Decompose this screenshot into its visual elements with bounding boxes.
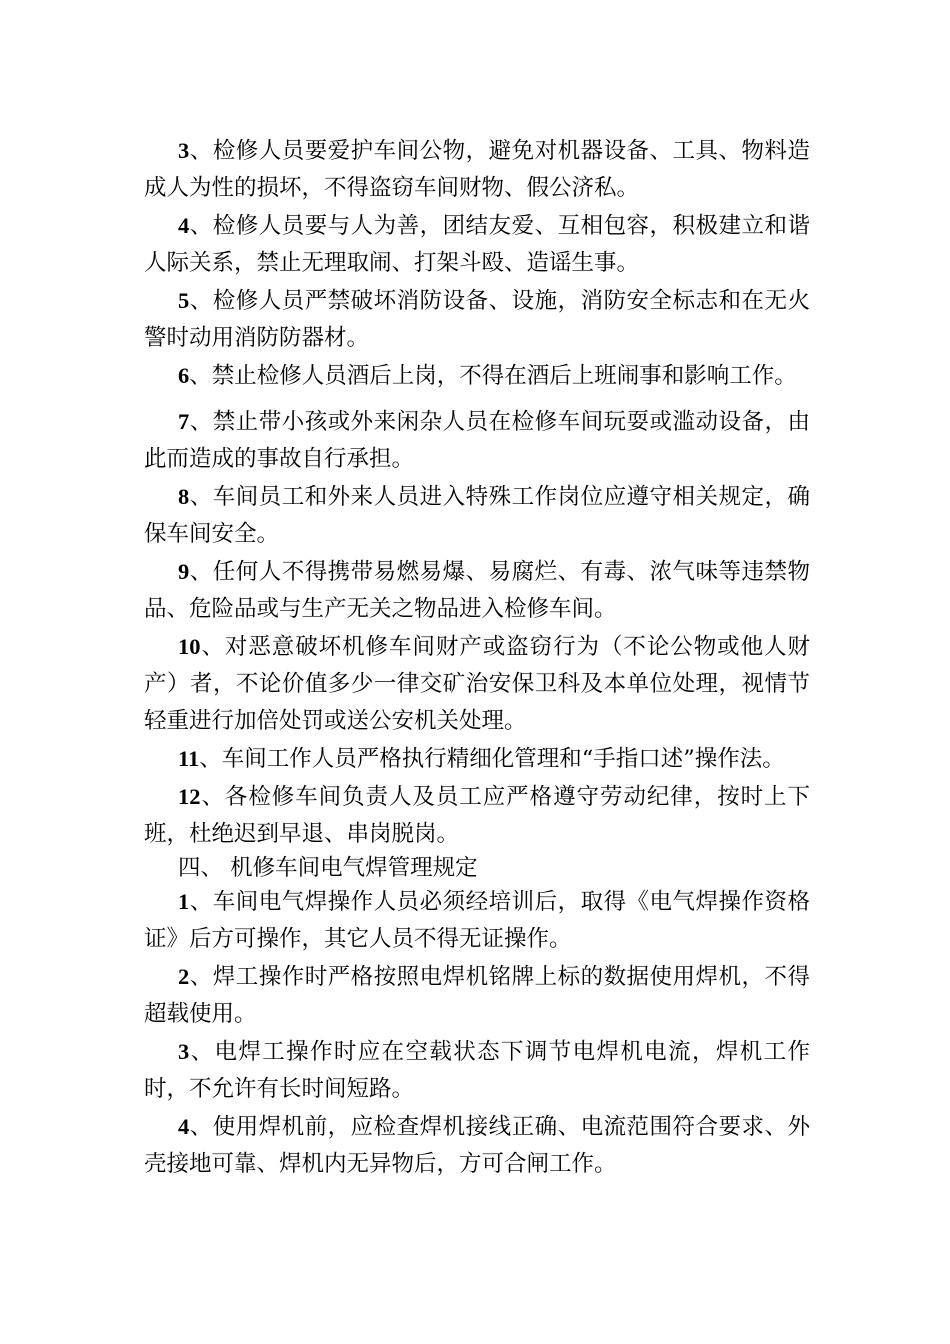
rule-paragraph-3 <box>144 132 810 207</box>
rule-number: 3 <box>178 138 190 163</box>
rule-number: 10 <box>178 634 201 659</box>
rule-number: 9 <box>178 559 190 584</box>
rule-number: 1 <box>178 889 190 914</box>
rule-paragraph-7 <box>144 403 810 478</box>
rule-paragraph-11 <box>144 740 810 778</box>
rule-paragraph-10 <box>144 628 810 740</box>
rule-text: 、禁止带小孩或外来闲杂人员在检修车间玩耍或滥动设备，由此而造成的事故自行承担。 <box>144 409 810 472</box>
rule-paragraph-6 <box>144 357 810 395</box>
rule-number: 3 <box>178 1039 190 1064</box>
welding-rule-4 <box>144 1108 810 1183</box>
rule-text: 、使用焊机前，应检查焊机接线正确、电流范围符合要求、外壳接地可靠、焊机内无异物后，方可合闸工作。 <box>144 1114 810 1177</box>
rule-number: 4 <box>178 213 190 238</box>
rule-number: 11 <box>178 746 200 771</box>
rule-paragraph-12 <box>144 778 810 853</box>
section-heading: 四、 机修车间电气焊管理规定 <box>178 855 478 881</box>
rule-text: 、车间员工和外来人员进入特殊工作岗位应遵守相关规定，确保车间安全。 <box>144 484 810 547</box>
welding-rule-2 <box>144 958 810 1033</box>
rule-text: 、任何人不得携带易燃易爆、易腐烂、有毒、浓气味等违禁物品、危险品或与生产无关之物品进入检修车间。 <box>144 559 810 622</box>
rule-text: 、车间电气焊操作人员必须经培训后，取得《电气焊操作资格证》后方可操作，其它人员不得无证操作。 <box>144 889 810 952</box>
rule-paragraph-5 <box>144 282 810 357</box>
rule-number: 2 <box>178 964 190 989</box>
document-body <box>144 132 810 1183</box>
rule-paragraph-9 <box>144 553 810 628</box>
rule-number: 7 <box>178 409 190 434</box>
rule-paragraph-8 <box>144 478 810 553</box>
rule-text: 、对恶意破坏机修车间财产或盗窃行为（不论公物或他人财产）者，不论价值多少一律交矿治安保卫科及本单位处理，视情节轻重进行加倍处罚或送公安机关处理。 <box>144 634 810 734</box>
rule-text: 、检修人员要爱护车间公物，避免对机器设备、工具、物料造成人为性的损坏，不得盗窃车间财物、假公济私。 <box>144 138 810 201</box>
rule-number: 8 <box>178 484 190 509</box>
welding-rule-1 <box>144 883 810 958</box>
rule-text: 、检修人员要与人为善，团结友爱、互相包容，积极建立和谐人际关系，禁止无理取闹、打架斗殴、造谣生事。 <box>144 213 810 276</box>
rule-text: 、车间工作人员严格执行精细化管理和“手指口述”操作法。 <box>199 746 785 772</box>
rule-paragraph-4 <box>144 207 810 282</box>
rule-text: 、焊工操作时严格按照电焊机铭牌上标的数据使用焊机，不得超载使用。 <box>144 964 810 1027</box>
rule-number: 6 <box>178 363 190 388</box>
rule-text: 、禁止检修人员酒后上岗，不得在酒后上班闹事和影响工作。 <box>189 363 797 389</box>
rule-text: 、检修人员严禁破坏消防设备、设施，消防安全标志和在无火警时动用消防防器材。 <box>144 288 810 351</box>
welding-rule-3 <box>144 1033 810 1108</box>
rule-text: 、电焊工操作时应在空载状态下调节电焊机电流，焊机工作时，不允许有长时间短路。 <box>144 1039 810 1102</box>
rule-number: 5 <box>178 288 190 313</box>
rule-text: 、各检修车间负责人及员工应严格遵守劳动纪律，按时上下班，杜绝迟到早退、串岗脱岗。 <box>144 784 810 847</box>
rule-number: 12 <box>178 784 201 809</box>
rule-number: 4 <box>178 1114 190 1139</box>
